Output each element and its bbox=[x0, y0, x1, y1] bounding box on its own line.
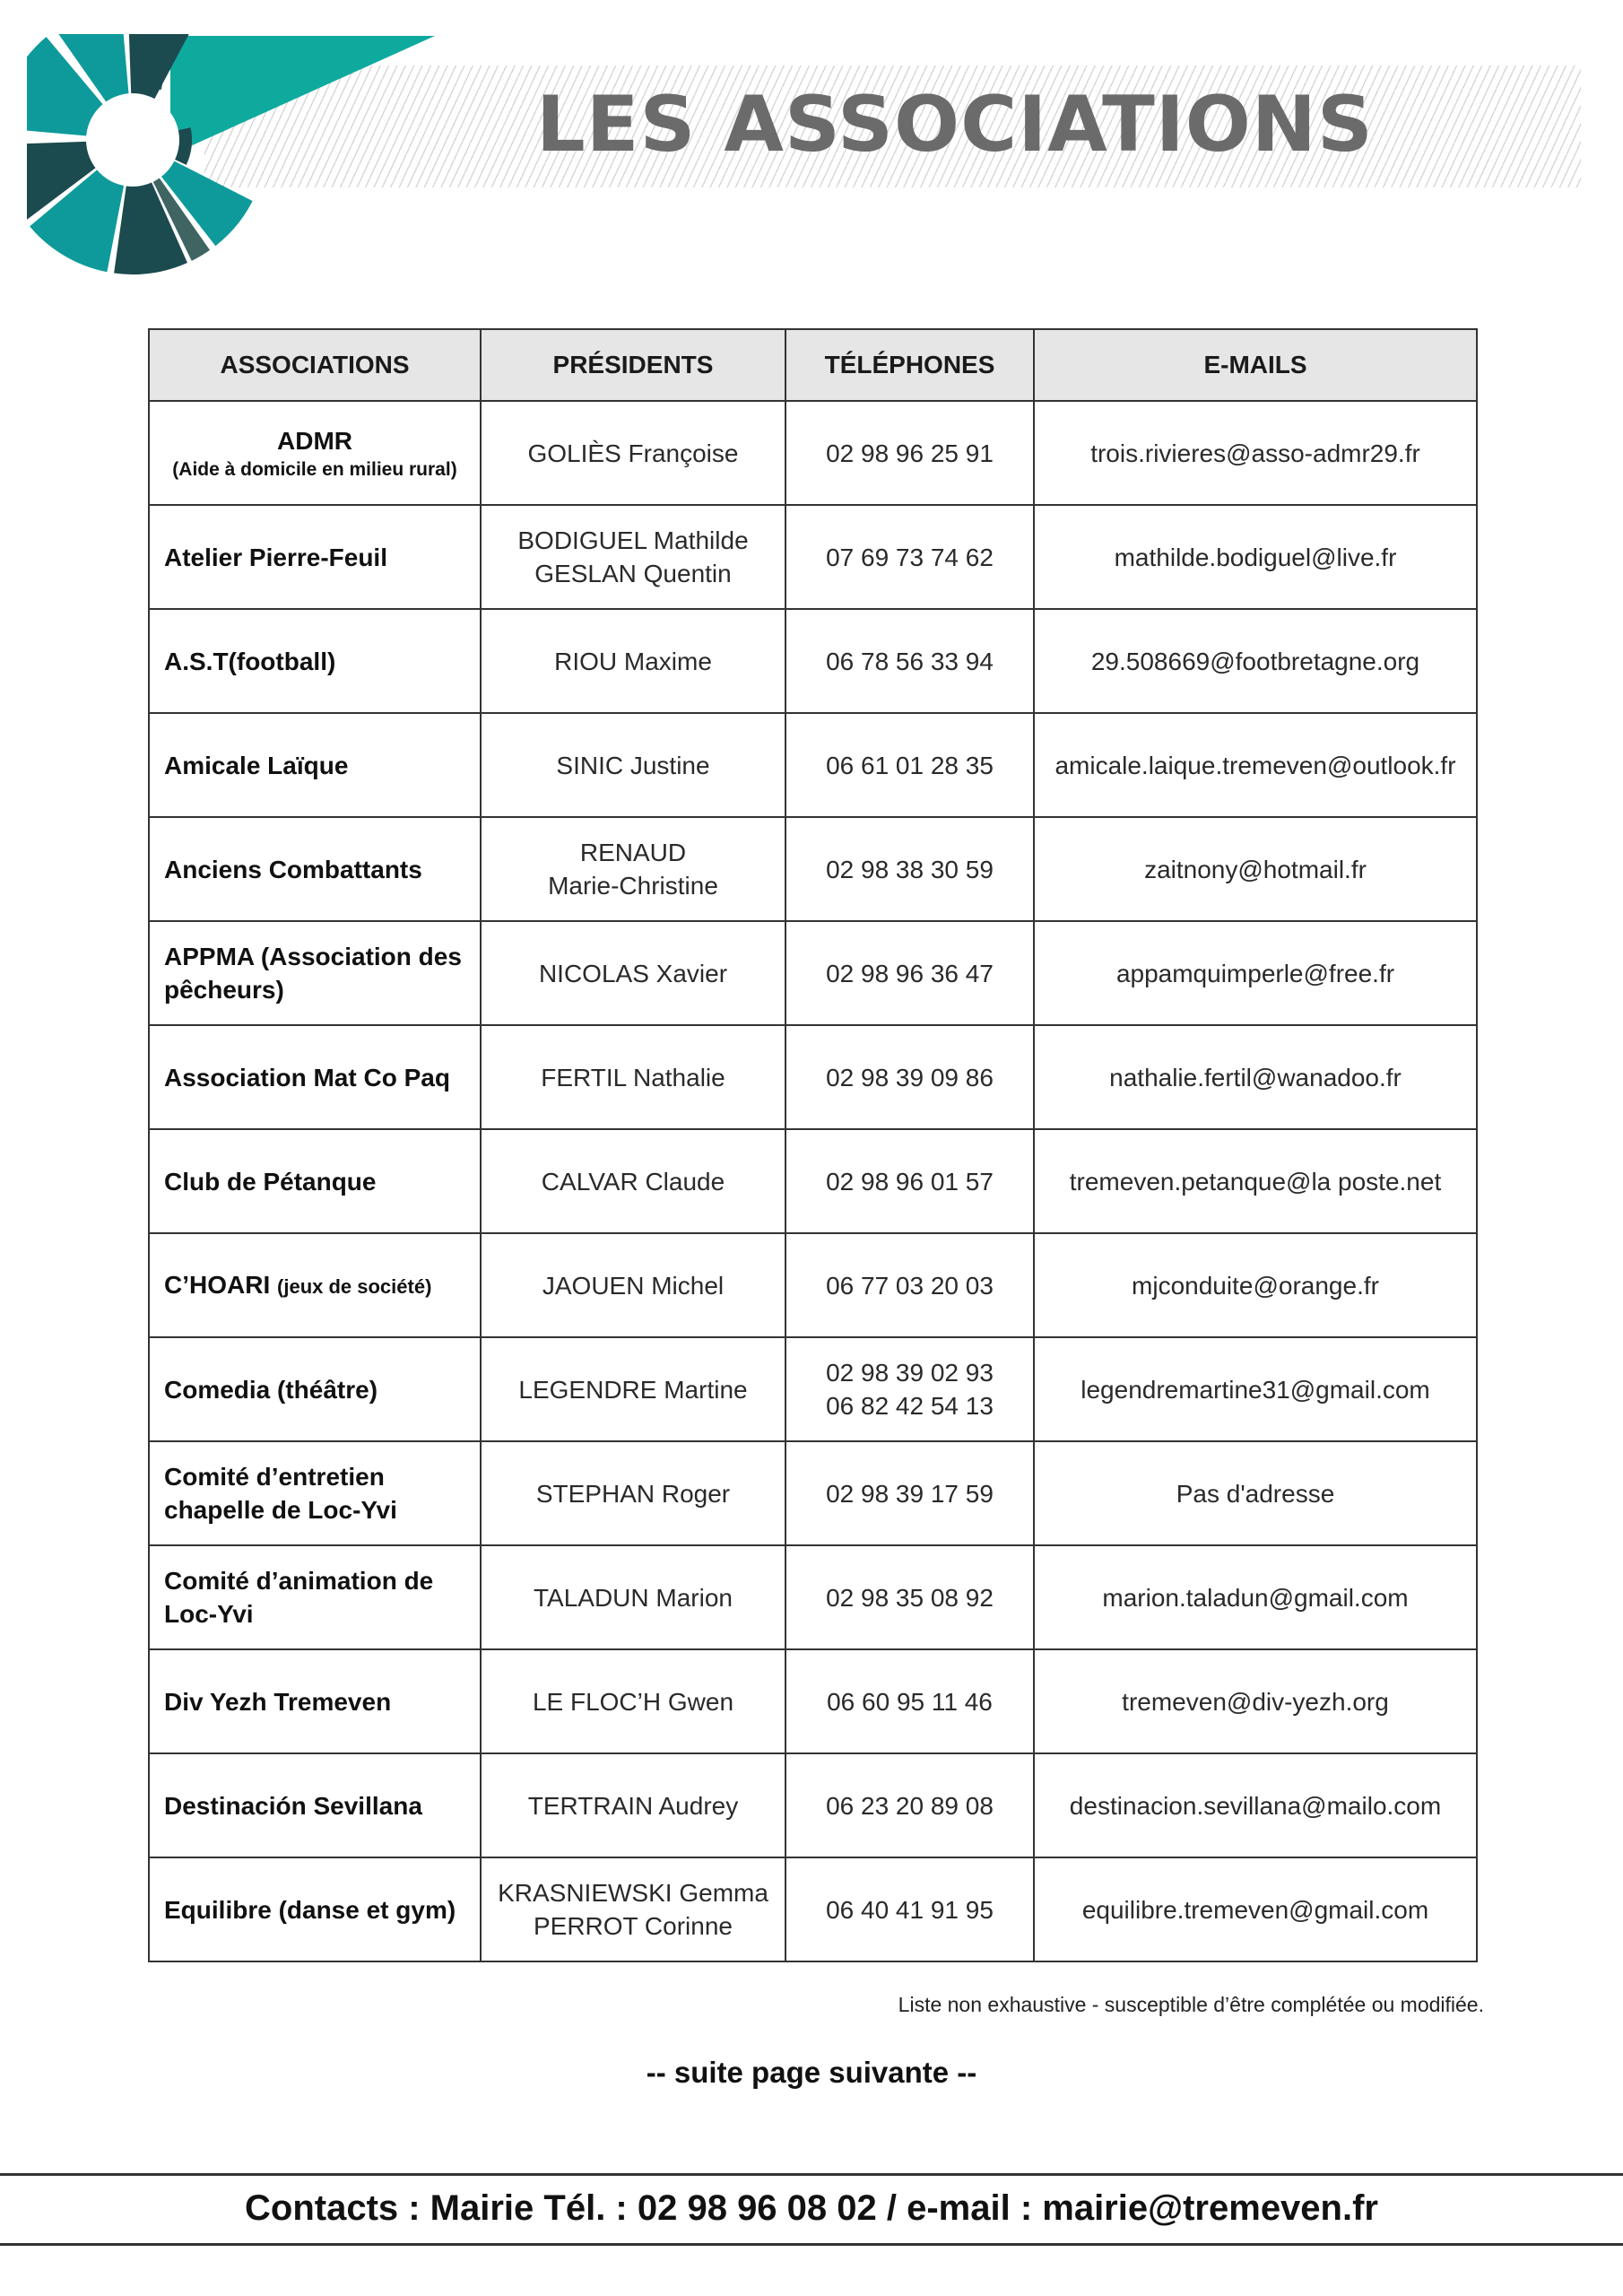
table-row bbox=[149, 609, 1477, 713]
email-cell bbox=[1034, 817, 1477, 921]
association-name bbox=[149, 713, 481, 817]
president-name: FERTIL Nathalie bbox=[541, 1063, 725, 1091]
footer-top-rule bbox=[0, 2173, 1623, 2176]
email-cell bbox=[1034, 1649, 1477, 1753]
president-cell bbox=[481, 1857, 785, 1961]
association-name-subtitle: (Aide à domicile en milieu rural) bbox=[172, 458, 457, 480]
phone-cell bbox=[785, 921, 1034, 1025]
association-name bbox=[149, 609, 481, 713]
column-header-telephones: TÉLÉPHONES bbox=[785, 329, 1034, 401]
association-name bbox=[149, 1649, 481, 1753]
president-cell bbox=[481, 713, 785, 817]
email-address[interactable]: Pas d'adresse bbox=[1176, 1479, 1335, 1508]
phone-cell bbox=[785, 401, 1034, 505]
logo-accent-triangle bbox=[170, 36, 435, 155]
table-row bbox=[149, 1753, 1477, 1857]
association-name-text: Destinación Sevillana bbox=[164, 1791, 422, 1820]
association-name bbox=[149, 1025, 481, 1129]
association-name-text: ADMR bbox=[277, 426, 352, 455]
president-name: CALVAR Claude bbox=[541, 1167, 725, 1196]
president-name: TERTRAIN Audrey bbox=[527, 1791, 739, 1820]
email-cell bbox=[1034, 1233, 1477, 1337]
email-cell bbox=[1034, 401, 1477, 505]
association-name bbox=[149, 1129, 481, 1233]
association-name bbox=[149, 505, 481, 609]
association-name-text: Comité d’entretien chapelle de Loc-Yvi bbox=[164, 1463, 397, 1524]
phone-cell bbox=[785, 1337, 1034, 1441]
president-cell bbox=[481, 817, 785, 921]
phone-cell bbox=[785, 1129, 1034, 1233]
president-cell bbox=[481, 1753, 785, 1857]
association-name bbox=[149, 1441, 481, 1545]
phone-number: 02 98 35 08 92 bbox=[826, 1583, 994, 1612]
email-address[interactable]: mathilde.bodiguel@live.fr bbox=[1114, 543, 1397, 571]
logo-center-circle bbox=[86, 93, 179, 187]
email-cell bbox=[1034, 609, 1477, 713]
association-name bbox=[149, 1545, 481, 1649]
phone-number: 02 98 39 02 93 bbox=[826, 1359, 994, 1387]
column-header-associations: ASSOCIATIONS bbox=[149, 329, 481, 401]
president-name: STEPHAN Roger bbox=[535, 1479, 731, 1508]
association-name-text: Club de Pétanque bbox=[164, 1167, 377, 1196]
association-name-text: A.S.T(football) bbox=[164, 647, 336, 675]
phone-number: 02 98 39 09 86 bbox=[826, 1063, 994, 1091]
president-cell bbox=[481, 401, 785, 505]
president-name: PERROT Corinne bbox=[533, 1912, 733, 1940]
table-row bbox=[149, 921, 1477, 1025]
association-name bbox=[149, 401, 481, 505]
association-name-text: Comedia (théâtre) bbox=[164, 1375, 378, 1404]
email-address[interactable]: destinacion.sevillana@mailo.com bbox=[1069, 1791, 1442, 1820]
association-name-text: Div Yezh Tremeven bbox=[164, 1687, 392, 1716]
president-name: LE FLOC’H Gwen bbox=[532, 1687, 734, 1716]
president-cell bbox=[481, 1233, 785, 1337]
president-cell bbox=[481, 1129, 785, 1233]
phone-cell bbox=[785, 1753, 1034, 1857]
logo-graphic bbox=[27, 34, 439, 290]
table-row bbox=[149, 1025, 1477, 1129]
disclaimer-note: Liste non exhaustive - susceptible d’être complétée ou modifiée. bbox=[898, 1993, 1484, 2016]
table-header-row bbox=[149, 329, 1477, 401]
phone-number: 07 69 73 74 62 bbox=[826, 543, 994, 571]
phone-number: 02 98 39 17 59 bbox=[826, 1479, 994, 1508]
table-row bbox=[149, 1857, 1477, 1961]
table-row bbox=[149, 1233, 1477, 1337]
association-name bbox=[149, 1857, 481, 1961]
email-address[interactable]: legendremartine31@gmail.com bbox=[1081, 1375, 1430, 1404]
president-name: TALADUN Marion bbox=[534, 1583, 733, 1612]
email-cell bbox=[1034, 1441, 1477, 1545]
page-title: LES ASSOCIATIONS bbox=[536, 80, 1374, 170]
table-row bbox=[149, 505, 1477, 609]
president-name: GOLIÈS Françoise bbox=[527, 439, 739, 467]
footer-bottom-rule bbox=[0, 2243, 1623, 2246]
phone-number: 06 23 20 89 08 bbox=[826, 1791, 994, 1820]
president-cell bbox=[481, 505, 785, 609]
email-address[interactable]: equilibre.tremeven@gmail.com bbox=[1081, 1895, 1429, 1924]
association-name-text: Equilibre (danse et gym) bbox=[164, 1895, 456, 1924]
table-row bbox=[149, 1129, 1477, 1233]
column-header-presidents: PRÉSIDENTS bbox=[481, 329, 785, 401]
phone-cell bbox=[785, 1649, 1034, 1753]
email-address[interactable]: amicale.laique.tremeven@outlook.fr bbox=[1055, 751, 1456, 779]
table-row bbox=[149, 1441, 1477, 1545]
table-row bbox=[149, 817, 1477, 921]
president-name: LEGENDRE Martine bbox=[518, 1375, 748, 1404]
president-cell bbox=[481, 921, 785, 1025]
phone-number: 02 98 96 36 47 bbox=[826, 959, 994, 987]
president-name: NICOLAS Xavier bbox=[538, 959, 728, 987]
phone-cell bbox=[785, 713, 1034, 817]
email-cell bbox=[1034, 1337, 1477, 1441]
president-cell bbox=[481, 1025, 785, 1129]
email-address[interactable]: tremeven@div-yezh.org bbox=[1122, 1687, 1389, 1716]
president-name: RIOU Maxime bbox=[554, 647, 712, 675]
table-row bbox=[149, 713, 1477, 817]
president-cell bbox=[481, 1337, 785, 1441]
phone-number: 02 98 96 25 91 bbox=[826, 439, 994, 467]
email-address[interactable]: appamquimperle@free.fr bbox=[1115, 959, 1395, 987]
email-cell bbox=[1034, 1857, 1477, 1961]
association-name-text: APPMA (Association des pêcheurs) bbox=[164, 943, 462, 1004]
phone-number: 02 98 96 01 57 bbox=[826, 1167, 994, 1196]
email-address[interactable]: 29.508669@footbretagne.org bbox=[1090, 647, 1420, 675]
column-header-emails: E-MAILS bbox=[1034, 329, 1477, 401]
president-name: SINIC Justine bbox=[556, 751, 710, 779]
association-name-text: Amicale Laïque bbox=[164, 751, 349, 779]
table-row bbox=[149, 1337, 1477, 1441]
association-name bbox=[149, 1753, 481, 1857]
phone-number: 06 77 03 20 03 bbox=[826, 1271, 994, 1300]
table-row bbox=[149, 1649, 1477, 1753]
associations-table bbox=[148, 328, 1478, 1962]
phone-cell bbox=[785, 505, 1034, 609]
footer-contacts: Contacts : Mairie Tél. : 02 98 96 08 02 / e-mail : mairie@tremeven.fr bbox=[245, 2188, 1378, 2228]
association-name bbox=[149, 817, 481, 921]
phone-cell bbox=[785, 1857, 1034, 1961]
email-cell bbox=[1034, 921, 1477, 1025]
president-name: Marie-Christine bbox=[548, 872, 718, 900]
president-cell bbox=[481, 1545, 785, 1649]
association-name-text: Atelier Pierre-Feuil bbox=[164, 543, 387, 571]
president-name: JAOUEN Michel bbox=[542, 1271, 725, 1300]
email-address[interactable]: trois.rivieres@asso-admr29.fr bbox=[1090, 439, 1420, 467]
association-name-text: Association Mat Co Paq bbox=[164, 1063, 450, 1091]
email-cell bbox=[1034, 1129, 1477, 1233]
phone-number: 06 60 95 11 46 bbox=[827, 1687, 993, 1716]
association-name-text: Comité d’animation de Loc-Yvi bbox=[164, 1567, 434, 1628]
phone-number: 06 40 41 91 95 bbox=[826, 1895, 994, 1924]
email-cell bbox=[1034, 1025, 1477, 1129]
association-name bbox=[149, 921, 481, 1025]
president-cell bbox=[481, 1441, 785, 1545]
president-cell bbox=[481, 1649, 785, 1753]
email-address[interactable]: zaitnony@hotmail.fr bbox=[1144, 855, 1367, 883]
email-address[interactable]: nathalie.fertil@wanadoo.fr bbox=[1109, 1063, 1402, 1091]
president-name: GESLAN Quentin bbox=[534, 560, 732, 587]
phone-cell bbox=[785, 609, 1034, 713]
email-address[interactable]: tremeven.petanque@la poste.net bbox=[1069, 1167, 1442, 1196]
email-address[interactable]: marion.taladun@gmail.com bbox=[1102, 1583, 1409, 1612]
president-name: RENAUD bbox=[579, 839, 687, 866]
email-cell bbox=[1034, 713, 1477, 817]
email-cell bbox=[1034, 505, 1477, 609]
phone-cell bbox=[785, 1441, 1034, 1545]
continued-next-page: -- suite page suivante -- bbox=[646, 2056, 977, 2089]
president-cell bbox=[481, 609, 785, 713]
email-cell bbox=[1034, 1545, 1477, 1649]
phone-number: 06 61 01 28 35 bbox=[826, 751, 994, 779]
phone-number: 02 98 38 30 59 bbox=[826, 855, 994, 883]
email-cell bbox=[1034, 1753, 1477, 1857]
association-name-text: C’HOARI bbox=[164, 1270, 271, 1299]
association-name-detail: (jeux de société) bbox=[277, 1274, 432, 1298]
president-name: KRASNIEWSKI Gemma bbox=[498, 1879, 768, 1907]
phone-cell bbox=[785, 1025, 1034, 1129]
phone-cell bbox=[785, 817, 1034, 921]
president-name: BODIGUEL Mathilde bbox=[517, 526, 749, 554]
association-name bbox=[149, 1337, 481, 1441]
phone-number: 06 82 42 54 13 bbox=[826, 1392, 994, 1420]
table-row bbox=[149, 401, 1477, 505]
association-name bbox=[149, 1233, 481, 1337]
email-address[interactable]: mjconduite@orange.fr bbox=[1132, 1271, 1379, 1300]
table-row bbox=[149, 1545, 1477, 1649]
phone-cell bbox=[785, 1233, 1034, 1337]
association-name-text: Anciens Combattants bbox=[164, 855, 422, 883]
phone-cell bbox=[785, 1545, 1034, 1649]
phone-number: 06 78 56 33 94 bbox=[826, 647, 994, 675]
